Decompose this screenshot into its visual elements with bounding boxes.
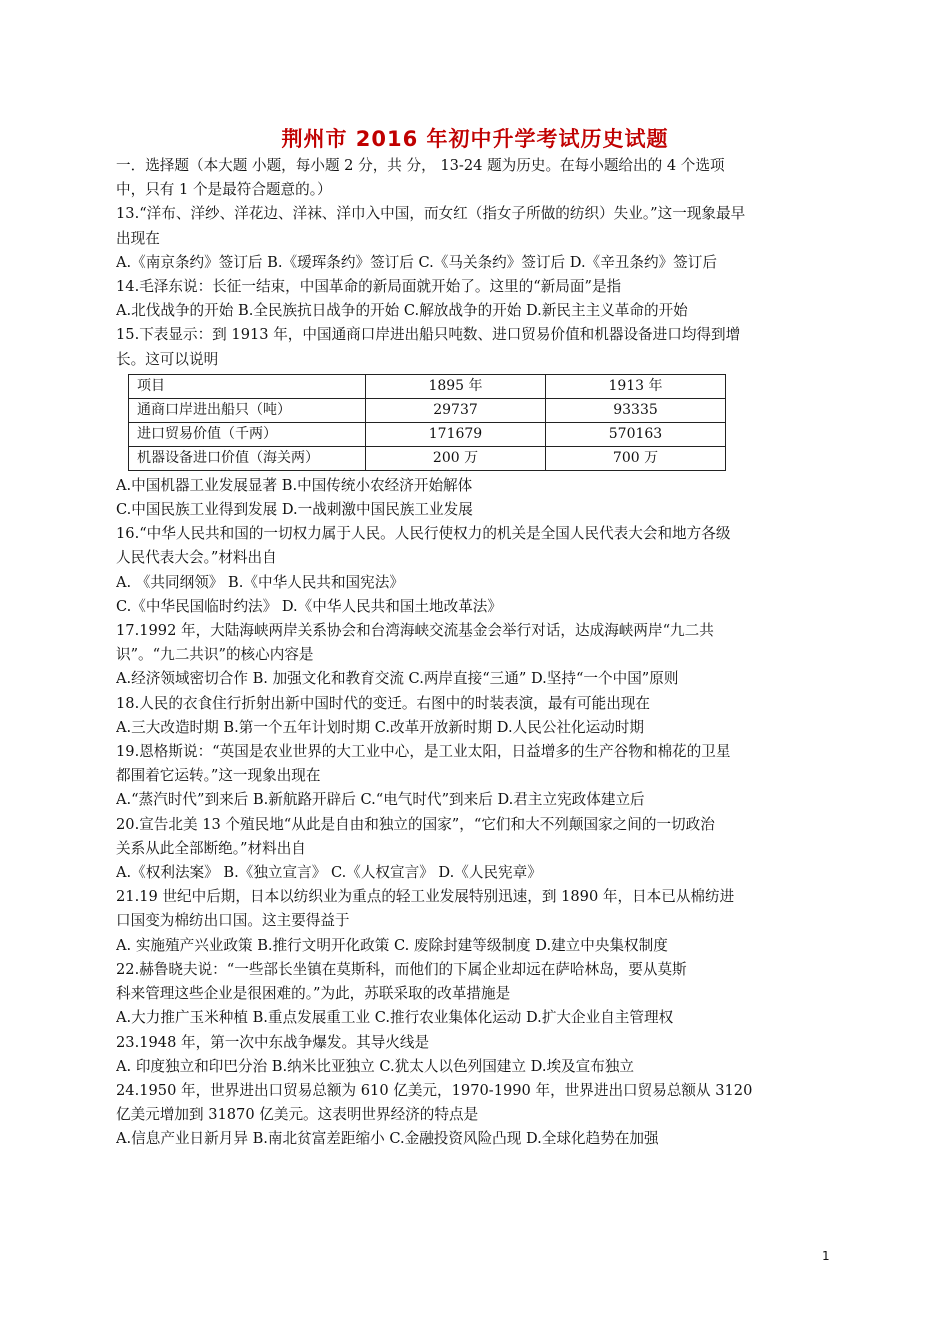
question-body (116, 154, 836, 1152)
text-line: 人民代表大会。”材料出自 (116, 549, 277, 567)
table-cell: 200 万 (366, 446, 546, 470)
text-line: 科来管理这些企业是很困难的。”为此，苏联采取的改革措施是 (116, 985, 511, 1003)
text-line: 一．选择题（本大题 小题，每小题 2 分，共 分， 13-24 题为历史。在每小题给出的 4 个选项 (116, 157, 725, 174)
text-line: 亿美元增加到 31870 亿美元。这表明世界经济的特点是 (116, 1106, 479, 1124)
text-line: 24.1950 年，世界进出口贸易总额为 610 亿美元，1970-1990 年，世界进出口贸易总额从 3120 (116, 1081, 753, 1099)
text-line: 口国变为棉纺出口国。这主要得益于 (116, 912, 350, 930)
text-line: C.《中华民国临时约法》 D.《中华人民共和国土地改革法》 (116, 597, 502, 615)
text-line: 中，只有 1 个是最符合题意的。） (116, 181, 332, 199)
table-cell: 进口贸易价值（千两） (129, 422, 366, 446)
text-line: 出现在 (116, 229, 160, 247)
text-line: A.北伐战争的开始 B.全民族抗日战争的开始 C.解放战争的开始 D.新民主主义革命的开始 (116, 302, 688, 320)
text-line: 23.1948 年，第一次中东战争爆发。其导火线是 (116, 1033, 430, 1051)
page-title: 荆州市 2016 年初中升学考试历史试题 (281, 127, 669, 151)
table-header-cell: 1913 年 (546, 374, 726, 398)
text-line: A.信息产业日新月异 B.南北贫富差距缩小 C.金融投资风险凸现 D.全球化趋势在加强 (116, 1130, 659, 1148)
text-line: 19.恩格斯说：“英国是农业世界的大工业中心，是工业太阳，日益增多的生产谷物和棉花的卫星 (116, 743, 731, 761)
table-header-cell: 1895 年 (366, 374, 546, 398)
table-cell: 171679 (366, 422, 546, 446)
table-cell: 通商口岸进出船只（吨） (129, 398, 366, 422)
text-line: 长。这可以说明 (116, 350, 219, 368)
text-line: 22.赫鲁晓夫说：“一些部长坐镇在莫斯科，而他们的下属企业却远在萨哈林岛，要从莫斯 (116, 960, 687, 978)
table-cell: 93335 (546, 398, 726, 422)
text-line: A.大力推广玉米种植 B.重点发展重工业 C.推行农业集体化运动 D.扩大企业自主管理权 (116, 1009, 674, 1027)
text-line: 16.“中华人民共和国的一切权力属于人民。人民行使权力的机关是全国人民代表大会和地方各级 (116, 525, 731, 543)
page-number: 1 (822, 1249, 830, 1263)
table-cell: 机器设备进口价值（海关两） (129, 446, 366, 470)
table-row (129, 446, 726, 470)
trade-data-table (128, 374, 726, 471)
text-line: 21.19 世纪中后期，日本以纺织业为重点的轻工业发展特别迅速，到 1890 年，日本已从棉纺进 (116, 888, 735, 906)
text-line: A. 《共同纲领》 B.《中华人民共和国宪法》 (116, 573, 404, 591)
text-line: A.经济领域密切合作 B. 加强文化和教育交流 C.两岸直接“三通” D.坚持“一个中国”原则 (116, 670, 679, 688)
table-cell: 29737 (366, 398, 546, 422)
text-line: 14.毛泽东说：长征一结束，中国革命的新局面就开始了。这里的“新局面”是指 (116, 278, 622, 296)
text-line: 都围着它运转。”这一现象出现在 (116, 767, 321, 785)
table-cell: 700 万 (546, 446, 726, 470)
table-cell: 570163 (546, 422, 726, 446)
table-header-row (129, 374, 726, 398)
text-line: A.“蒸汽时代”到来后 B.新航路开辟后 C.“电气时代”到来后 D.君主立宪政体建立后 (116, 791, 645, 809)
text-line: A. 印度独立和印巴分治 B.纳米比亚独立 C.犹太人以色列国建立 D.埃及宣布独立 (116, 1057, 635, 1075)
text-line: 18.人民的衣食住行折射出新中国时代的变迁。右图中的时装表演，最有可能出现在 (116, 694, 650, 712)
text-line: 20.宣告北美 13 个殖民地“从此是自由和独立的国家”，“它们和大不列颠国家之间的一切政治 (116, 815, 715, 833)
text-line: A.中国机器工业发展显著 B.中国传统小农经济开始解体 (116, 476, 473, 494)
text-line: A. 实施殖产兴业政策 B.推行文明开化政策 C. 废除封建等级制度 D.建立中央集权制度 (116, 936, 668, 954)
text-line: A.三大改造时期 B.第一个五年计划时期 C.改革开放新时期 D.人民公社化运动时期 (116, 718, 644, 736)
text-line: 关系从此全部断绝。”材料出自 (116, 839, 306, 857)
text-line: C.中国民族工业得到发展 D.一战刺激中国民族工业发展 (116, 501, 473, 519)
text-line: 15.下表显示：到 1913 年，中国通商口岸进出船只吨数、进口贸易价值和机器设备进口均得到增 (116, 326, 741, 344)
text-line: 13.“洋布、洋纱、洋花边、洋袜、洋巾入中国，而女红（指女子所做的纺织）失业。”这一现象最早 (116, 205, 746, 223)
table-row (129, 398, 726, 422)
text-line: 17.1992 年，大陆海峡两岸关系协会和台湾海峡交流基金会举行对话，达成海峡两岸“九二共 (116, 622, 714, 640)
text-line: A.《南京条约》签订后 B.《瑷珲条约》签订后 C.《马关条约》签订后 D.《辛丑条约》签订后 (116, 253, 717, 271)
text-line: A.《权利法案》 B.《独立宣言》 C.《人权宣言》 D.《人民宪章》 (116, 864, 542, 882)
table-row (129, 422, 726, 446)
table-header-cell: 项目 (129, 374, 366, 398)
text-line: 识”。“九二共识”的核心内容是 (116, 646, 314, 664)
